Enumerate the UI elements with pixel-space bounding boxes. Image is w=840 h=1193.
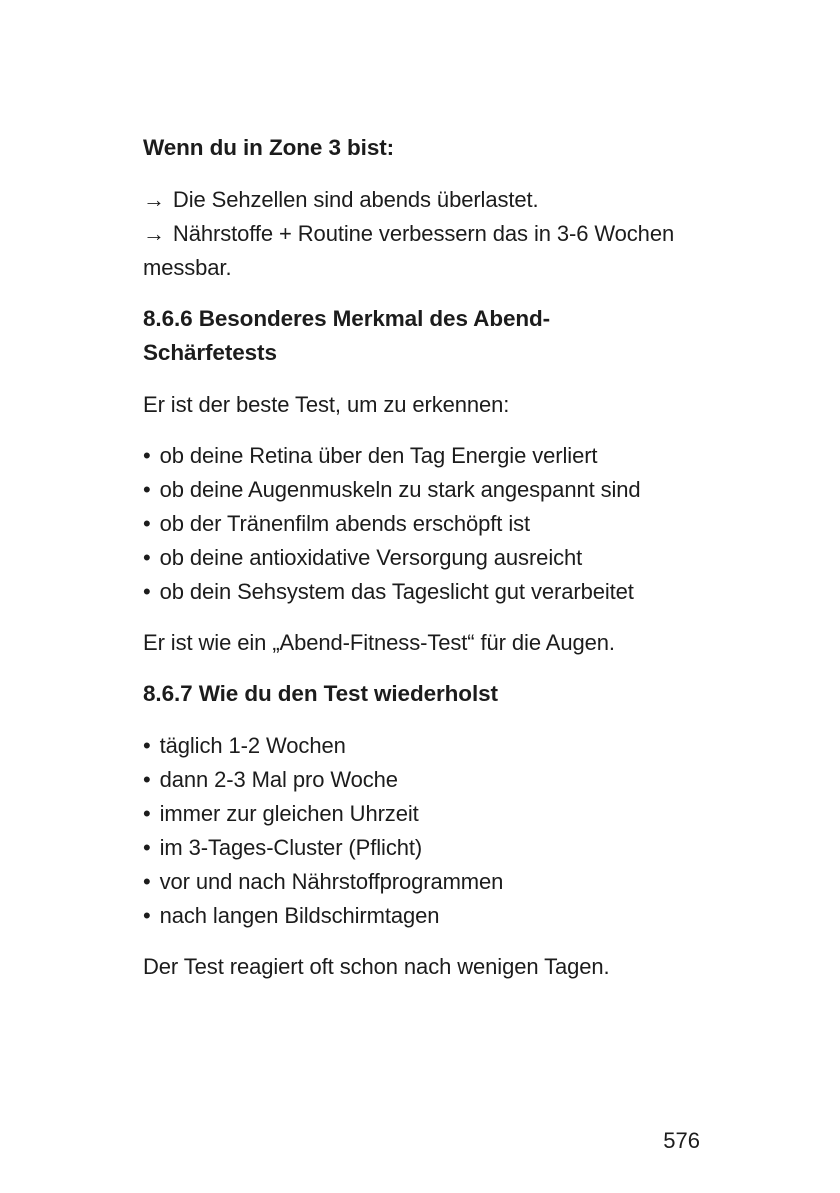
list-item	[143, 729, 703, 763]
section-867-outro: Der Test reagiert oft schon nach wenigen Tagen.	[143, 954, 610, 979]
list-item	[143, 541, 703, 575]
list-item-text: ob deine antioxidative Versorgung ausreicht	[159, 545, 583, 570]
bullet-icon: •	[143, 733, 151, 758]
bullet-icon: •	[143, 767, 151, 792]
zone-point-text: Die Sehzellen sind abends überlastet.	[172, 187, 539, 212]
bullet-icon: •	[143, 835, 151, 860]
list-item-text: ob der Tränenfilm abends erschöpft ist	[159, 511, 531, 536]
section-867-heading: 8.6.7 Wie du den Test wiederholst	[143, 681, 498, 706]
zone-point	[143, 183, 703, 217]
list-item	[143, 439, 703, 473]
bullet-icon: •	[143, 477, 151, 502]
list-item-text: ob dein Sehsystem das Tageslicht gut verarbeitet	[159, 579, 634, 604]
section-866-bullet-list	[143, 439, 703, 609]
arrow-icon: →	[143, 221, 165, 246]
list-item	[143, 899, 703, 933]
list-item-text: immer zur gleichen Uhrzeit	[159, 801, 419, 826]
section-866-intro: Er ist der beste Test, um zu erkennen:	[143, 392, 510, 417]
bullet-icon: •	[143, 801, 151, 826]
section-866-outro: Er ist wie ein „Abend-Fitness-Test“ für die Augen.	[143, 630, 615, 655]
bullet-icon: •	[143, 579, 151, 604]
list-item-text: im 3-Tages-Cluster (Pflicht)	[159, 835, 423, 860]
bullet-icon: •	[143, 511, 151, 536]
list-item-text: nach langen Bildschirmtagen	[159, 903, 440, 928]
page-content	[143, 131, 703, 1001]
list-item-text: vor und nach Nährstoffprogrammen	[159, 869, 504, 894]
arrow-icon: →	[143, 187, 165, 212]
bullet-icon: •	[143, 443, 151, 468]
bullet-icon: •	[143, 903, 151, 928]
list-item-text: ob deine Augenmuskeln zu stark angespannt sind	[159, 477, 641, 502]
zone-heading: Wenn du in Zone 3 bist:	[143, 135, 395, 160]
list-item	[143, 865, 703, 899]
list-item	[143, 831, 703, 865]
list-item	[143, 763, 703, 797]
bullet-icon: •	[143, 869, 151, 894]
list-item	[143, 473, 703, 507]
section-867-bullet-list	[143, 729, 703, 933]
zone-point-list	[143, 183, 703, 285]
list-item-text: ob deine Retina über den Tag Energie verliert	[159, 443, 598, 468]
zone-point-text: Nährstoffe + Routine verbessern das in 3-6 Wochen messbar.	[143, 221, 675, 280]
page-number: 576	[663, 1128, 700, 1153]
bullet-icon: •	[143, 545, 151, 570]
list-item	[143, 507, 703, 541]
list-item-text: täglich 1-2 Wochen	[159, 733, 346, 758]
section-866-heading: 8.6.6 Besonderes Merkmal des Abend-Schärfetests	[143, 306, 551, 365]
zone-point	[143, 217, 703, 285]
list-item-text: dann 2-3 Mal pro Woche	[159, 767, 398, 792]
list-item	[143, 797, 703, 831]
list-item	[143, 575, 703, 609]
